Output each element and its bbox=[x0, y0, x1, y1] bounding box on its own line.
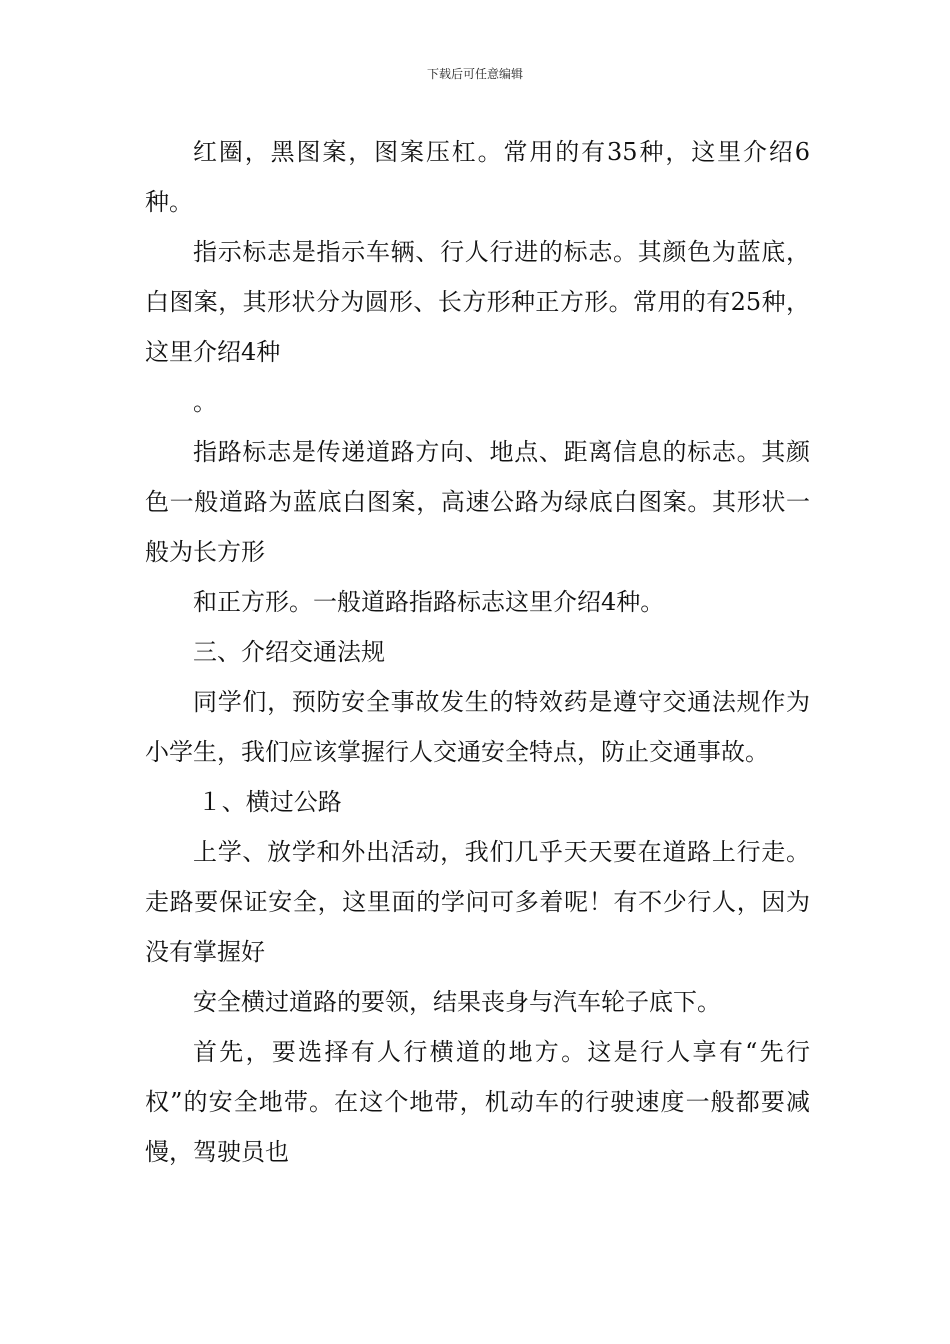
paragraph-indication-signs: 指示标志是指示车辆、行人行进的标志。其颜色为蓝底，白图案，其形状分为圆形、长方形种正方形。常用的有25种，这里介绍4种 bbox=[145, 238, 810, 366]
paragraph-guide-signs-cont: 和正方形。一般道路指路标志这里介绍4种。 bbox=[193, 588, 665, 616]
section-heading-traffic-rules: 三、介绍交通法规 bbox=[193, 638, 385, 666]
paragraph-crosswalk: 首先，要选择有人行横道的地方。这是行人享有“先行权”的安全地带。在这个地带，机动车的行驶速度一般都要减慢，驾驶员也 bbox=[145, 1038, 810, 1166]
paragraph-warning-signs-end: 红圈，黑图案，图案压杠。常用的有35种，这里介绍6种。 bbox=[145, 138, 810, 216]
paragraph-period: 。 bbox=[193, 388, 217, 416]
paragraph-walking-safety: 上学、放学和外出活动，我们几乎天天要在道路上行走。走路要保证安全，这里面的学问可多着呢！有不少行人，因为没有掌握好 bbox=[145, 838, 810, 966]
document-body bbox=[145, 127, 810, 1177]
paragraph-walking-safety-cont: 安全横过道路的要领，结果丧身与汽车轮子底下。 bbox=[193, 988, 721, 1016]
page-header: 下载后可任意编辑 bbox=[426, 67, 523, 81]
subheading-crossing-road: １、横过公路 bbox=[197, 788, 342, 816]
paragraph-intro-traffic-rules: 同学们，预防安全事故发生的特效药是遵守交通法规作为小学生，我们应该掌握行人交通安全特点，防止交通事故。 bbox=[145, 688, 810, 766]
paragraph-guide-signs: 指路标志是传递道路方向、地点、距离信息的标志。其颜色一般道路为蓝底白图案，高速公路为绿底白图案。其形状一般为长方形 bbox=[145, 438, 810, 566]
